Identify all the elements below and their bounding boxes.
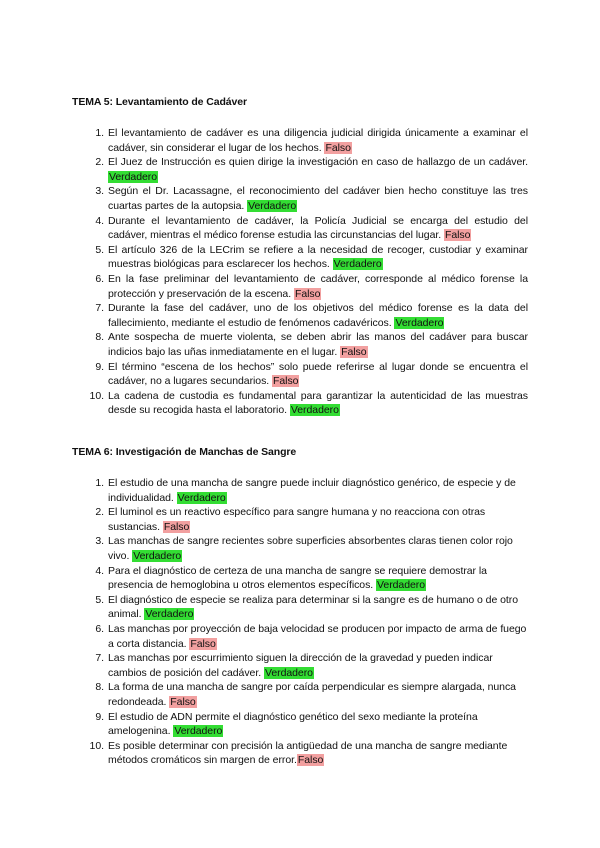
list-item [80, 505, 528, 534]
answer-badge: Falso [325, 141, 351, 154]
item-number: 10. [89, 739, 104, 752]
item-text: La forma de una mancha de sangre por caída perpendicular es siempre alargada, nunca redondeada. [108, 681, 516, 708]
item-number: 7. [95, 302, 104, 315]
list-item [80, 243, 528, 272]
item-number: 5. [95, 243, 104, 256]
question-list-tema5 [80, 126, 528, 418]
item-number: 5. [95, 593, 104, 606]
list-item [80, 622, 528, 651]
answer-badge: Falso [170, 695, 196, 708]
item-number: 1. [95, 477, 104, 489]
list-item [80, 214, 528, 243]
answer-badge: Verdadero [333, 258, 382, 271]
answer-badge: Falso [163, 520, 190, 533]
list-item [80, 389, 528, 418]
item-text: Durante la fase del cadáver, uno de los objetivos del médico forense es la data del fallecimiento, mediante el estudio de fenómenos cadavéricos. [108, 302, 528, 329]
list-item [80, 680, 528, 709]
answer-badge: Verdadero [377, 579, 426, 592]
item-number: 2. [95, 156, 104, 169]
item-text: Las manchas por proyección de baja velocidad se producen por impacto de arma de fuego a corta distancia. [108, 622, 527, 650]
section-title-tema6: TEMA 6: Investigación de Manchas de Sangre [72, 446, 297, 458]
item-text: El Juez de Instrucción es quien dirige la investigación en caso de hallazgo de un cadáver. [108, 156, 528, 169]
item-number: 10. [89, 389, 104, 402]
answer-badge: Verdadero [177, 491, 226, 504]
item-text: El estudio de una mancha de sangre puede incluir diagnóstico genérico, de especie y de individualidad. [108, 477, 516, 504]
list-item [80, 710, 528, 739]
item-number: 9. [95, 710, 104, 723]
answer-badge: Verdadero [248, 199, 297, 212]
item-text: El luminol es un reactivo específico para sangre humana y no reacciona con otras sustancias. [108, 506, 486, 533]
answer-badge: Verdadero [145, 608, 194, 621]
list-item [80, 155, 528, 184]
list-item [80, 126, 528, 155]
item-text: El término “escena de los hechos” solo puede referirse al lugar donde se encuentra el cadáver, no a lugares secundarios. [108, 360, 528, 388]
list-item [80, 593, 528, 622]
answer-badge: Verdadero [174, 725, 223, 738]
answer-badge: Falso [273, 375, 299, 388]
item-number: 8. [95, 331, 104, 344]
list-item [80, 301, 528, 330]
item-text: El diagnóstico de especie se realiza para determinar si la sangre es de humano o de otro animal. [108, 593, 519, 621]
list-item [80, 534, 528, 563]
answer-badge: Verdadero [290, 404, 339, 417]
answer-badge: Falso [190, 637, 216, 650]
item-number: 9. [95, 360, 104, 373]
item-text: En la fase preliminar del levantamiento de cadáver, corresponde al médico forense la protección y preservación de la escena. [108, 272, 528, 300]
list-item [80, 272, 528, 301]
item-number: 4. [95, 214, 104, 227]
item-text: Es posible determinar con precisión la antigüedad de una mancha de sangre mediante métodos cromáticos sin margen de error. [108, 739, 508, 767]
item-number: 6. [95, 272, 104, 285]
answer-badge: Verdadero [395, 316, 444, 329]
section-title-tema5: TEMA 5: Levantamiento de Cadáver [72, 96, 247, 108]
item-number: 4. [95, 564, 104, 577]
list-item [80, 360, 528, 389]
answer-badge: Falso [444, 229, 471, 242]
item-text: El artículo 326 de la LECrim se refiere a la necesidad de recoger, custodiar y examinar muestras biológicas para esclarecer los hechos. [108, 243, 528, 271]
list-item [80, 184, 528, 213]
item-text: Ante sospecha de muerte violenta, se deben abrir las manos del cadáver para buscar indicios bajo las uñas inmediatamente en el lugar. [108, 331, 528, 358]
list-item [80, 476, 528, 505]
answer-badge: Falso [297, 754, 324, 767]
item-number: 7. [95, 652, 104, 665]
list-item [80, 651, 528, 680]
item-number: 1. [95, 127, 104, 139]
item-text: La cadena de custodia es fundamental para garantizar la autenticidad de las muestras desde su recogida hasta el laboratorio. [108, 389, 528, 417]
list-item [80, 564, 528, 593]
item-number: 3. [95, 535, 104, 548]
item-number: 6. [95, 622, 104, 635]
item-text: Según el Dr. Lacassagne, el reconocimiento del cadáver bien hecho constituye las tres cuartas partes de la autopsia. [108, 185, 528, 212]
answer-badge: Falso [294, 287, 321, 300]
item-text: El levantamiento de cadáver es una diligencia judicial dirigida únicamente a examinar el cadáver, sin considerar el lugar de los hechos. [108, 127, 528, 154]
answer-badge: Falso [341, 345, 367, 358]
item-text: Durante el levantamiento de cadáver, la Policía Judicial se encarga del estudio del cadáver, mientras el médico forense estudia las circunstancias del lugar. [108, 214, 528, 242]
item-number: 8. [95, 681, 104, 694]
list-item [80, 739, 528, 768]
item-text: Para el diagnóstico de certeza de una mancha de sangre se requiere demostrar la presencia de hemoglobina u otros elementos específicos. [108, 564, 487, 592]
item-text: Las manchas por escurrimiento siguen la dirección de la gravedad y pueden indicar cambios de posición del cadáver. [108, 652, 493, 679]
item-text: El estudio de ADN permite el diagnóstico genético del sexo mediante la proteína amelogenina. [108, 710, 478, 738]
item-number: 3. [95, 185, 104, 198]
list-item [80, 330, 528, 359]
answer-badge: Verdadero [264, 666, 313, 679]
answer-badge: Verdadero [133, 549, 182, 562]
question-list-tema6 [80, 476, 528, 768]
item-text: Las manchas de sangre recientes sobre superficies absorbentes claras tienen color rojo vivo. [108, 535, 513, 562]
item-number: 2. [95, 506, 104, 519]
answer-badge: Verdadero [109, 170, 158, 183]
